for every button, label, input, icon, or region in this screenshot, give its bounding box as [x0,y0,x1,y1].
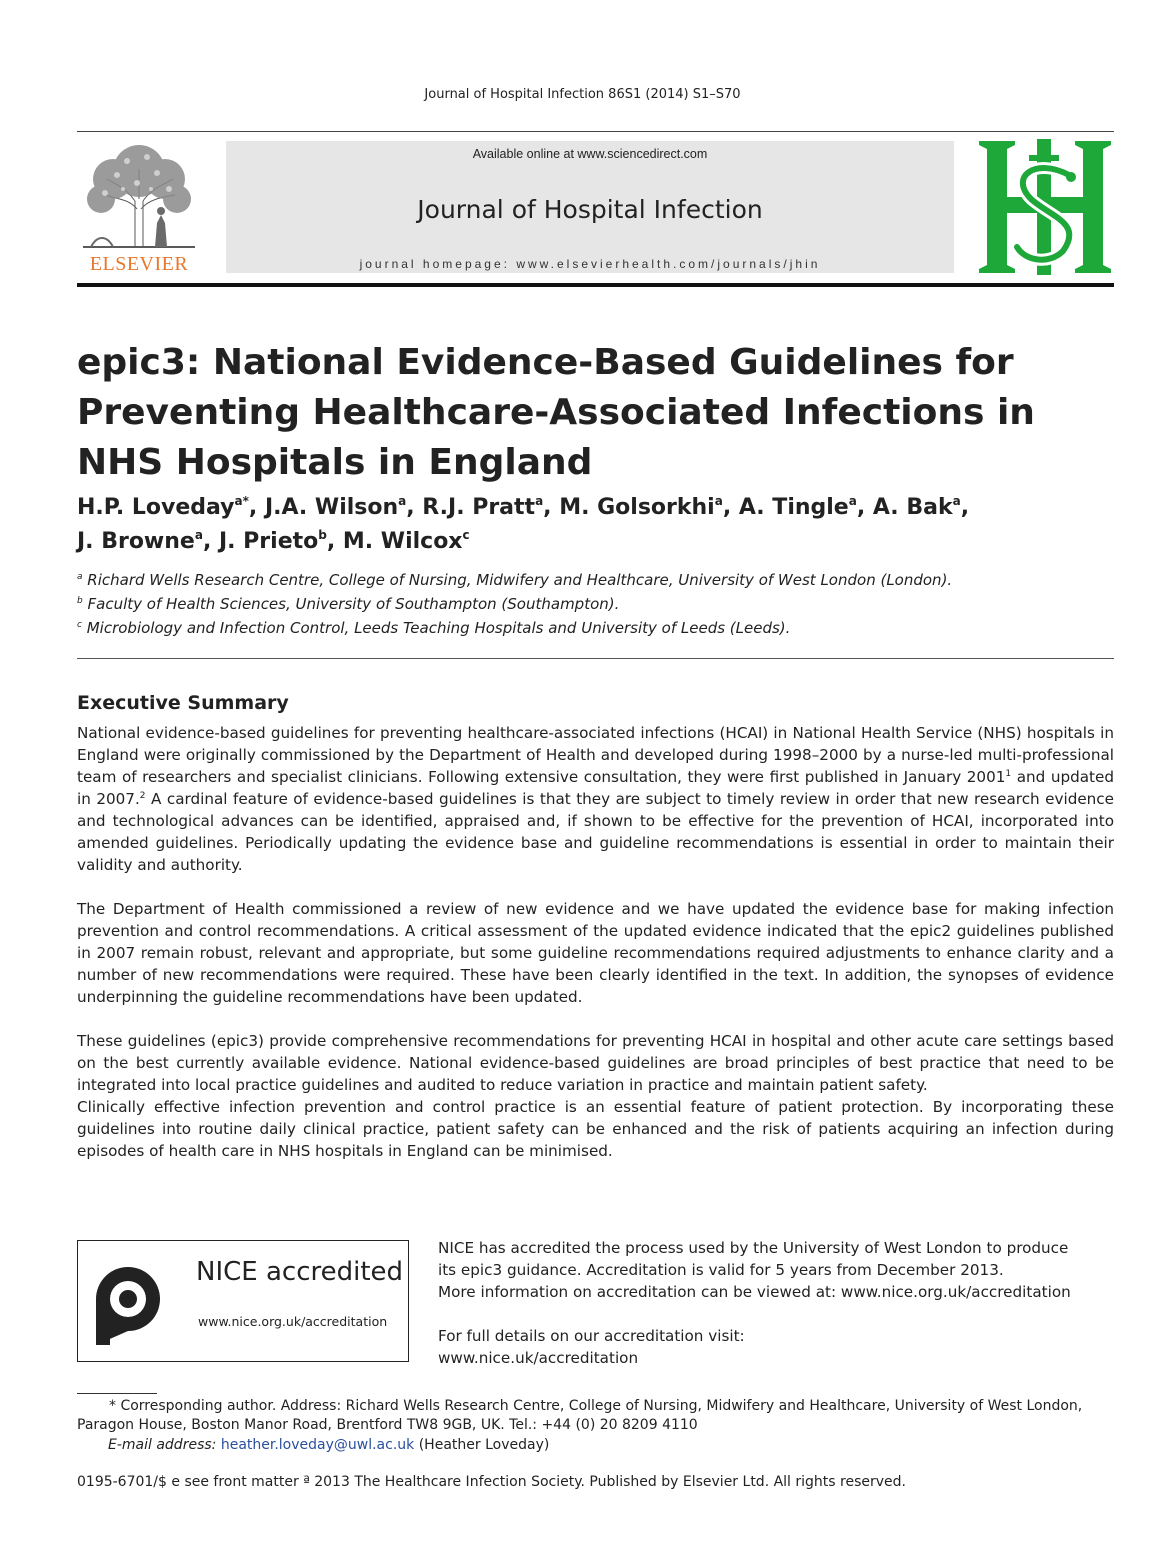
author-sep: , [543,495,560,520]
nice-text-line: its epic3 guidance. Accreditation is valid for 5 years from December 2013. [438,1261,1004,1279]
email-footnote [108,1436,1148,1455]
author-list [77,491,1117,559]
journal-banner [226,141,954,273]
author-name: A. Tingle [738,495,849,520]
author-sup: a [535,494,544,508]
author-sup: a [194,528,203,542]
citation-sup: 1 [1005,769,1012,779]
email-label: E-mail address: [108,1437,217,1453]
author-name: R.J. Pratt [422,495,536,520]
author-name: H.P. Loveday [77,495,235,520]
affiliation [77,595,1117,613]
nice-text-line: More information on accreditation can be viewed at: www.nice.org.uk/accreditation [438,1283,1071,1301]
summary-paragraph-1 [77,722,1114,876]
available-online-text: Available online at www.sciencedirect.com [472,147,708,161]
summary-text: A cardinal feature of evidence-based guidelines is that they are subject to timely review in order that new research evidence and technological advances can be identified, appraised and, if shown to be effective for the prevention of HCAI, incorporated into amended guidelines. Periodically updating the evidence base and guideline recommendations is essential in order to maintain their validity and authority. [77,790,1114,874]
author-name: M. Golsorkhi [559,495,715,520]
author-sup: a* [234,494,249,508]
author-name: A. Bak [872,495,953,520]
email-suffix: (Heather Loveday) [414,1437,550,1453]
journal-name: Journal of Hospital Infection [417,195,763,224]
elsevier-wordmark: ELSEVIER [89,253,189,275]
summary-paragraph-2: The Department of Health commissioned a review of new evidence and we have updated the evidence base for making infection prevention and control recommendations. A critical assessment of the updated evidence indicated that the epic2 guidelines published in 2007 remain robust, relevant and appropriate, but some guideline recommendations required adjustments to enhance clarity and a number of new recommendations were required. These have been clearly identified in the text. In addition, the synopses of evidence underpinning the guideline recommendations have been updated. [77,900,1114,1006]
title-line-2: Preventing Healthcare-Associated Infections in [77,392,1035,433]
author-sup: a [714,494,723,508]
nice-details-line: For full details on our accreditation visit: [438,1327,745,1345]
nice-text-line: NICE has accredited the process used by the University of West London to produce [438,1239,1069,1257]
nice-badge-url: www.nice.org.uk/accreditation [198,1314,388,1329]
email-link[interactable]: heather.loveday@uwl.ac.uk [220,1437,415,1453]
nice-details-text [438,1325,1118,1369]
nice-logo-icon [92,1263,178,1349]
title-line-3: NHS Hospitals in England [77,442,593,483]
section-heading: Executive Summary [77,692,289,714]
author-sup: c [462,528,470,542]
author-sep: , [722,495,739,520]
affiliation [77,619,1117,637]
nice-accreditation-text [438,1237,1118,1303]
his-society-logo-icon [975,135,1115,279]
author-name: J. Browne [77,529,195,554]
summary-paragraph-3: These guidelines (epic3) provide comprehensive recommendations for preventing HCAI in hospital and other acute care settings based on the best currently available evidence. National evidence-based guidelines are broad principles of best practice that need to be integrated into local practice guidelines and audited to reduce variation in practice and maintain patient safety. [77,1032,1114,1094]
author-sep: , [856,495,873,520]
author-name: M. Wilcox [342,529,463,554]
journal-homepage: journal homepage: www.elsevierhealth.com/journals/jhin [359,257,821,271]
affiliation-text: Richard Wells Research Centre, College of Nursing, Midwifery and Healthcare, University of West London (London). [87,571,953,589]
nice-accredited-badge [77,1240,409,1362]
affiliation-text: Microbiology and Infection Control, Leeds Teaching Hospitals and University of Leeds (Leeds). [86,619,791,637]
affiliation [77,571,1117,589]
author-sep: , [202,529,219,554]
title-line-1: epic3: National Evidence-Based Guidelines for [77,342,1014,383]
affiliation-sup: b [77,596,83,606]
copyright-line: 0195-6701/$ e see front matter ª 2013 The Healthcare Infection Society. Published by Elsevier Ltd. All rights reserved. [77,1474,906,1490]
author-name: J. Prieto [218,529,319,554]
author-sup: a [398,494,407,508]
summary-text: and updated in 2007. [77,768,1114,808]
citation-sup: 2 [139,791,146,801]
author-name: J.A. Wilson [264,495,399,520]
author-sep: , [960,495,970,520]
corresponding-author-footnote: * Corresponding author. Address: Richard Wells Research Centre, College of Nursing, Midwifery and Healthcare, University of West London, Paragon House, Boston Manor Road, Brentford TW8 9GB, UK. Tel.: +44 (0) 20 8209 4110 [77,1398,1083,1433]
affiliation-sup: a [77,572,83,582]
section-rule [77,658,1114,659]
footnote-rule [77,1393,157,1394]
affiliation-text: Faculty of Health Sciences, University of Southampton (Southampton). [87,595,620,613]
header-rule-top [77,131,1114,132]
nice-badge-title: NICE accredited [196,1257,404,1287]
elsevier-tree-icon [77,139,201,251]
author-sep: , [406,495,423,520]
author-sep: , [326,529,343,554]
nice-details-line: www.nice.uk/accreditation [438,1349,639,1367]
running-head: Journal of Hospital Infection 86S1 (2014) S1–S70 [424,87,741,102]
summary-text: National evidence-based guidelines for preventing healthcare-associated infections (HCAI) in National Health Service (NHS) hospitals in England were originally commissioned by the Department of Health and developed during 1998–2000 by a nurse-led multi-professional team of researchers and specialist clinicians. Following extensive consultation, they were first published in January 2001 [77,724,1114,786]
author-sep: , [248,495,265,520]
summary-paragraph-4: Clinically effective infection prevention and control practice is an essential feature of patient protection. By incorporating these guidelines into routine daily clinical practice, patient safety can be enhanced and the risk of patients acquiring an infection during episodes of health care in NHS hospitals in England can be minimised. [77,1098,1114,1160]
author-sup: a [952,494,961,508]
author-sup: a [848,494,857,508]
affiliation-sup: c [77,620,82,630]
article-title [77,338,1117,488]
author-sup: b [318,528,327,542]
header-rule-bottom [77,283,1114,287]
